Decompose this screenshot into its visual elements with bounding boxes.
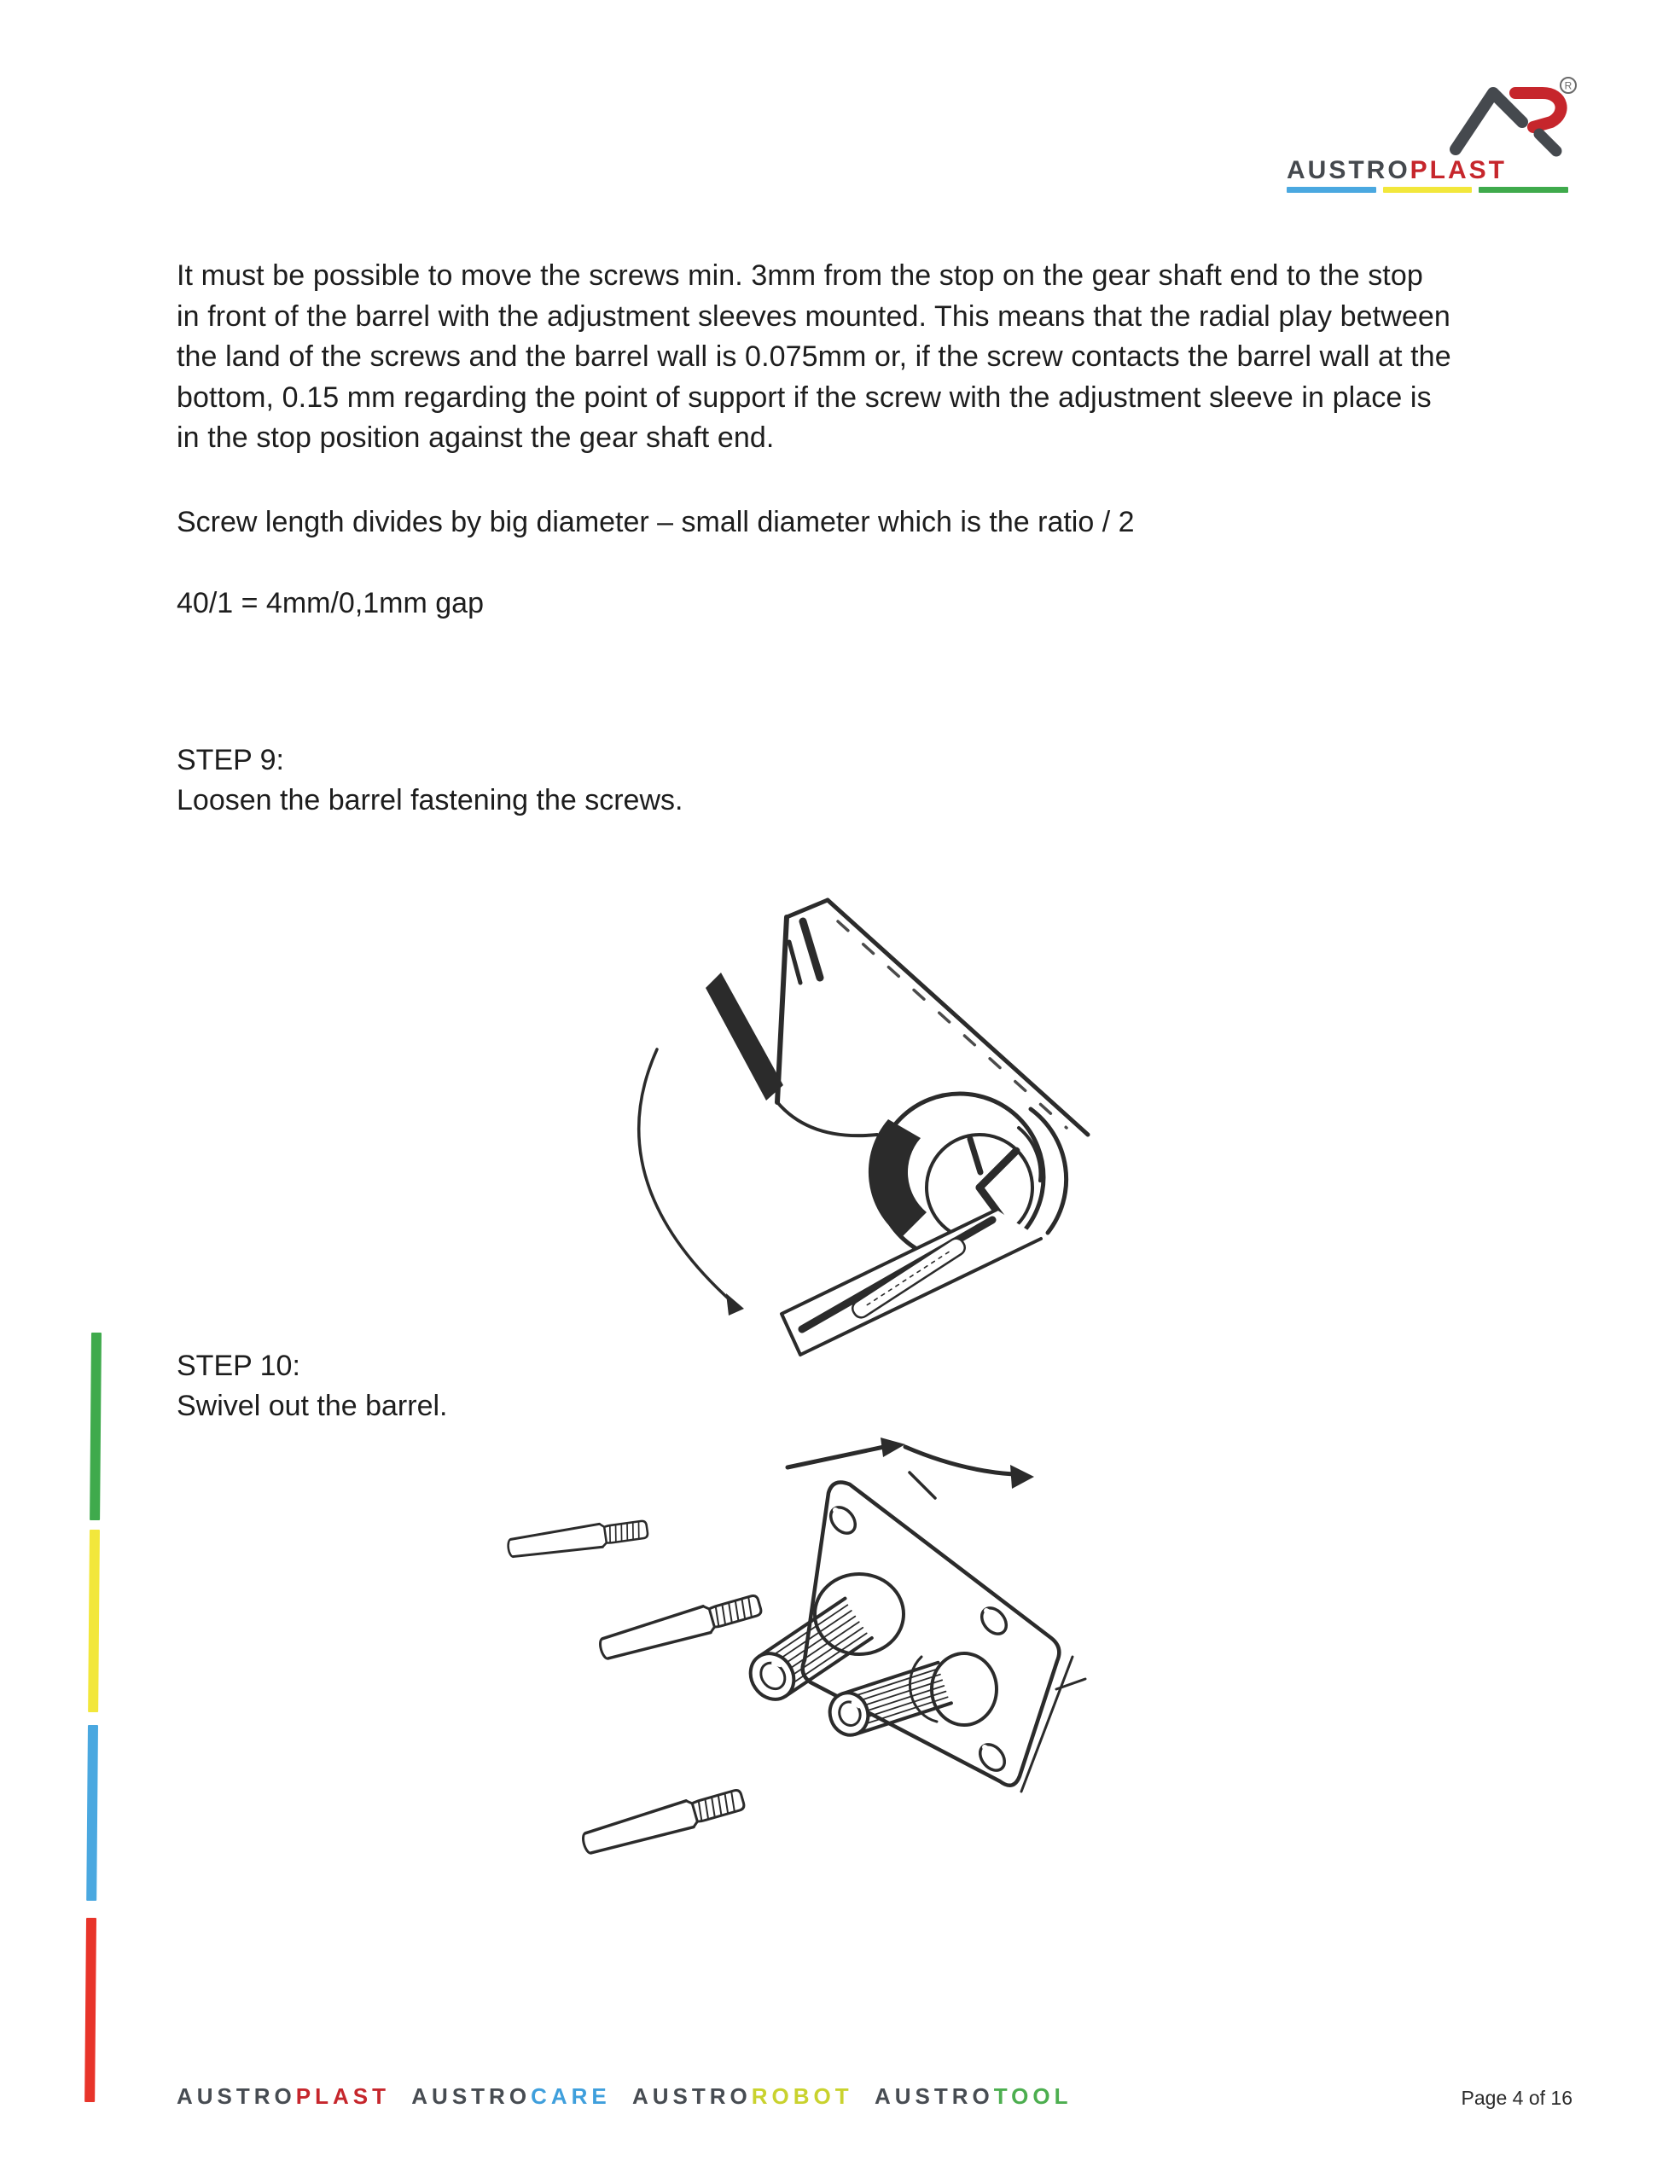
underline-yellow-segment	[1383, 187, 1473, 193]
ratio-formula-line: Screw length divides by big diameter – small diameter which is the ratio / 2	[177, 506, 1135, 538]
svg-text:R: R	[1564, 79, 1572, 92]
paragraph-line: It must be possible to move the screws min. 3mm from the stop on the gear shaft end to the stop	[177, 259, 1423, 292]
wordmark-austro: AUSTRO	[1287, 156, 1410, 184]
page-number-label: Page 4 of 16	[1461, 2087, 1572, 2109]
underline-blue-segment	[1287, 187, 1376, 193]
step-9-block	[177, 741, 683, 821]
brand-austrotool: AUSTROTOOL	[874, 2083, 1073, 2109]
sidebar-yellow-bar	[88, 1530, 100, 1712]
paragraph-line: the land of the screws and the barrel wall is 0.075mm or, if the screw contacts the barrel wall at the	[177, 340, 1451, 373]
brand-austroplast: AUSTROPLAST	[177, 2083, 391, 2109]
step-9-figure-wrench-illustration	[529, 853, 1160, 1365]
brand-austrorobot: AUSTROROBOT	[632, 2083, 853, 2109]
gap-example-line: 40/1 = 4mm/0,1mm gap	[177, 587, 485, 619]
sidebar-color-marks	[84, 1333, 102, 2102]
step-10-caption: Swivel out the barrel.	[177, 1390, 448, 1422]
paragraph-line: in the stop position against the gear shaft end.	[177, 421, 775, 454]
wordmark-plast: PLAST	[1410, 156, 1508, 184]
underline-green-segment	[1479, 187, 1568, 193]
fastening-screws	[507, 1518, 764, 1857]
sidebar-green-bar	[90, 1333, 102, 1520]
step-10-title: STEP 10:	[177, 1350, 300, 1382]
paragraph-line: bottom, 0.15 mm regarding the point of support if the screw with the adjustment sleeve in place is	[177, 380, 1432, 414]
footer-brand-line	[177, 2083, 1371, 2110]
swivel-arrow	[788, 1438, 1034, 1489]
paragraph-line: in front of the barrel with the adjustment sleeves mounted. This means that the radial play between	[177, 299, 1450, 333]
body-paragraph	[177, 256, 1576, 459]
step-9-caption: Loosen the barrel fastening the screws.	[177, 784, 683, 816]
austroplast-logo-icon	[1442, 73, 1578, 159]
austroplast-wordmark	[1287, 156, 1573, 182]
step-9-title: STEP 9:	[177, 744, 284, 776]
logo-underline	[1287, 187, 1568, 193]
swing-arc-arrow	[639, 1049, 744, 1316]
step-10-block	[177, 1346, 448, 1426]
sidebar-blue-bar	[86, 1725, 98, 1901]
step-10-figure-flange-illustration	[444, 1408, 1195, 1937]
brand-austrocare: AUSTROCARE	[411, 2083, 611, 2109]
barrel-sketch	[706, 900, 1088, 1136]
sidebar-red-bar	[84, 1918, 96, 2102]
